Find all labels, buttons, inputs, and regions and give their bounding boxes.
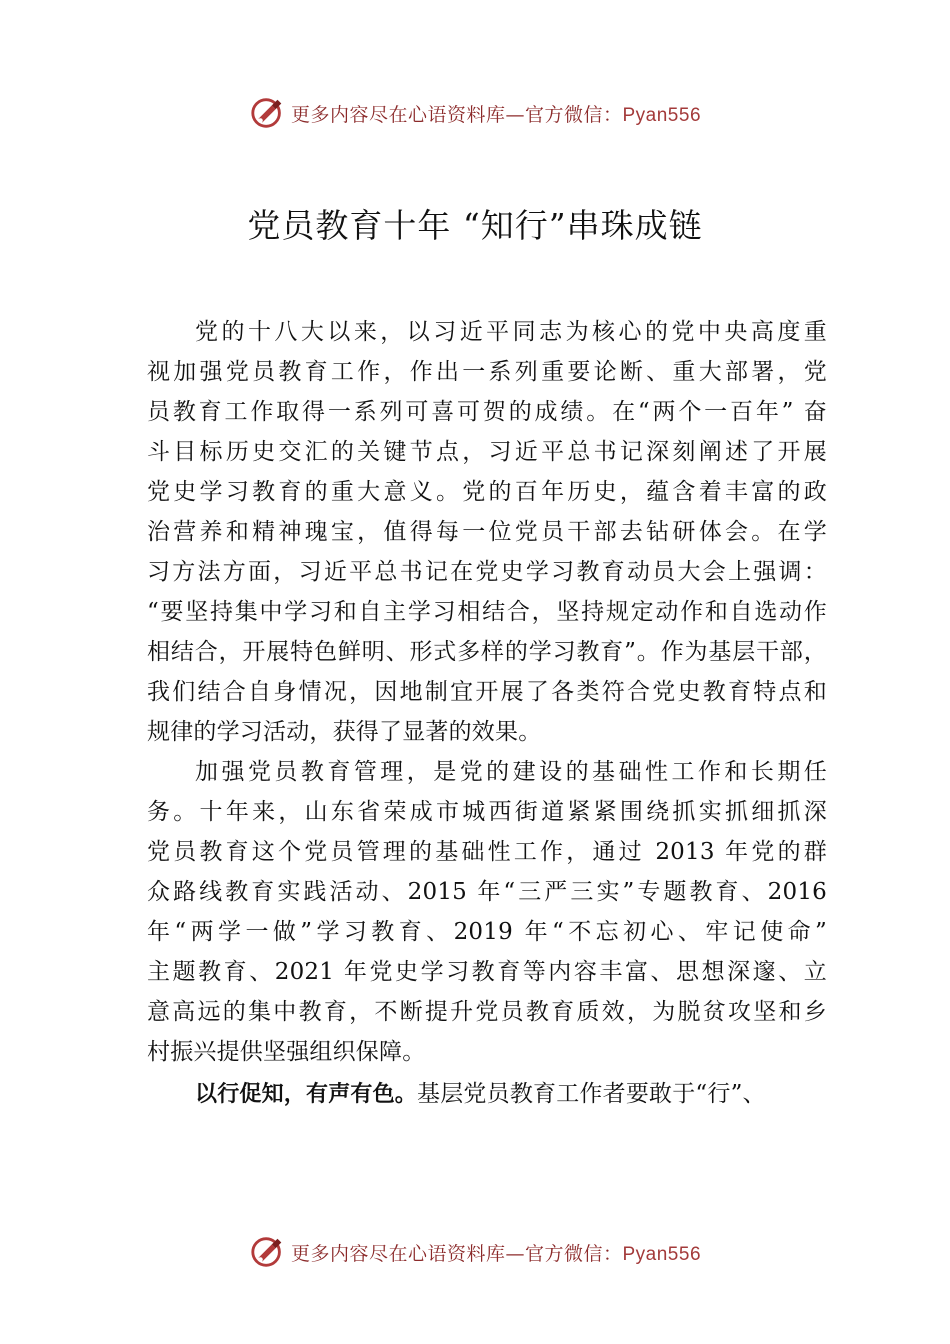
text-line: 习方法方面，习近平总书记在党史学习教育动员大会上强调：: [147, 559, 827, 585]
footer-watermark: [0, 1232, 950, 1272]
text-line: “要坚持集中学习和自主学习相结合，坚持规定动作和自选动作: [147, 599, 827, 625]
document-body: [147, 312, 827, 1114]
paragraph-2: [147, 752, 827, 1072]
paragraph-1: [147, 312, 827, 752]
header-watermark: [0, 93, 950, 133]
text-line: 主题教育、2021 年党史学习教育等内容丰富、思想深邃、立: [147, 959, 827, 985]
watermark-text: 更多内容尽在心语资料库—官方微信：Pyan556: [290, 103, 702, 126]
paragraph-3: [147, 1074, 827, 1114]
pen-logo-icon: [249, 1233, 287, 1271]
text-line: 规律的学习活动，获得了显著的效果。: [147, 719, 542, 745]
text-line: 村振兴提供坚强组织保障。: [147, 1039, 426, 1065]
text-line: 斗目标历史交汇的关键节点，习近平总书记深刻阐述了开展: [147, 439, 827, 465]
wechat-id: Pyan556: [622, 104, 702, 126]
text-line: 视加强党员教育工作，作出一系列重要论断、重大部署，党: [147, 359, 827, 385]
text-line: 党史学习教育的重大意义。党的百年历史，蕴含着丰富的政: [147, 479, 827, 505]
text-line: 意高远的集中教育，不断提升党员教育质效，为脱贫攻坚和乡: [147, 999, 827, 1025]
pen-logo-icon: [249, 94, 287, 132]
lead-rest: 基层党员教育工作者要敢于“行”、: [417, 1081, 766, 1107]
text-line: 我们结合自身情况，因地制宜开展了各类符合党史教育特点和: [147, 679, 827, 705]
text-line: [147, 1074, 827, 1114]
text-line: 务。十年来，山东省荣成市城西街道紧紧围绕抓实抓细抓深: [147, 799, 827, 825]
document-title: 党员教育十年 “知行”串珠成链: [247, 206, 703, 245]
wechat-id: Pyan556: [622, 1243, 702, 1265]
text-line: 党的十八大以来，以习近平同志为核心的党中央高度重: [195, 319, 827, 345]
watermark-text: 更多内容尽在心语资料库—官方微信：Pyan556: [290, 1242, 702, 1265]
text-line: 加强党员教育管理，是党的建设的基础性工作和长期任: [195, 759, 827, 785]
text-line: 治营养和精神瑰宝，值得每一位党员干部去钻研体会。在学: [147, 519, 827, 545]
text-line: 年“两学一做”学习教育、2019 年“不忘初心、牢记使命”: [147, 919, 827, 945]
text-line: 党员教育这个党员管理的基础性工作，通过 2013 年党的群: [147, 839, 827, 865]
bold-lead: 以行促知，有声有色。: [195, 1082, 418, 1107]
text-line: 相结合，开展特色鲜明、形式多样的学习教育”。作为基层干部，: [147, 639, 827, 665]
text-line: 员教育工作取得一系列可喜可贺的成绩。在“两个一百年” 奋: [147, 399, 827, 425]
text-line: 众路线教育实践活动、2015 年“三严三实”专题教育、2016: [147, 879, 827, 905]
